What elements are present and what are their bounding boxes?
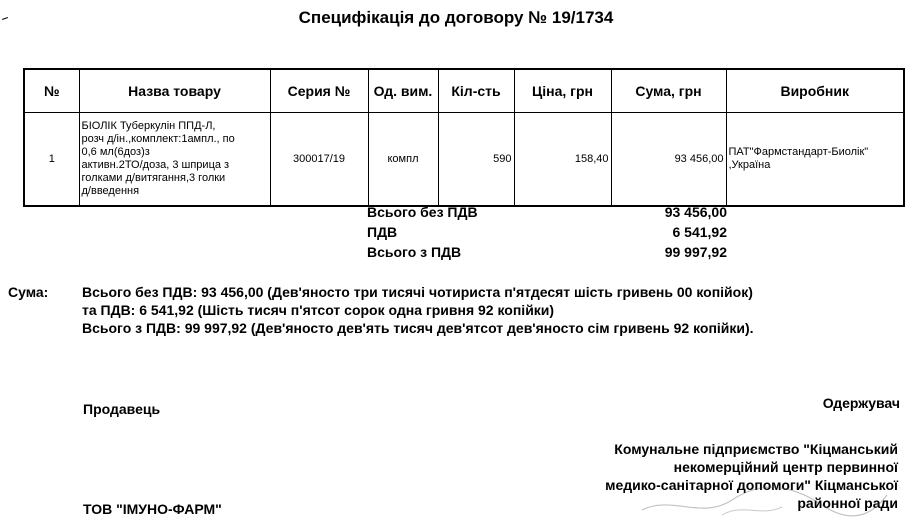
cell-price: 158,40 xyxy=(514,113,611,207)
col-header-series: Серия № xyxy=(270,69,368,113)
vat-row xyxy=(367,222,727,242)
total-without-vat-label: Всього без ПДВ xyxy=(367,204,478,220)
total-with-vat-row xyxy=(367,242,727,262)
col-header-quantity: Кіл-сть xyxy=(438,69,514,113)
product-name-line: активн.2ТО/доза, 3 шприца з xyxy=(81,159,230,171)
sum-line: Всього з ПДВ: 99 997,92 (Дев'яносто дев'ять тисяч дев'ятсот дев'яносто сім гривень 92 копійки). xyxy=(82,320,754,336)
manufacturer-line: ,Україна xyxy=(728,159,771,171)
col-header-product-name: Назва товару xyxy=(79,69,270,113)
receiver-org-line: Комунальне підприємство "Кіцманський xyxy=(614,441,898,457)
cell-manufacturer xyxy=(726,113,904,207)
receiver-org-line: некомерційний центр первинної xyxy=(673,459,898,475)
receiver-label: Одержувач xyxy=(822,395,900,411)
vat-value: 6 541,92 xyxy=(672,224,727,240)
receiver-org-line: районної ради xyxy=(797,495,898,511)
receiver-org-line: медико-санітарної допомоги" Кіцманської xyxy=(605,477,898,493)
product-name-line: голками д/витягання,3 голки xyxy=(81,172,226,184)
table-row xyxy=(24,113,904,207)
cell-sum: 93 456,00 xyxy=(611,113,726,207)
cell-series: 300017/19 xyxy=(270,113,368,207)
col-header-sum: Сума, грн xyxy=(611,69,726,113)
cell-unit: компл xyxy=(368,113,438,207)
total-without-vat-value: 93 456,00 xyxy=(664,204,727,220)
total-with-vat-value: 99 997,92 xyxy=(664,244,727,260)
col-header-number: № xyxy=(24,69,79,113)
cell-quantity: 590 xyxy=(438,113,514,207)
table-header-row xyxy=(24,69,904,113)
cell-number: 1 xyxy=(24,113,79,207)
vat-label: ПДВ xyxy=(367,224,398,240)
sum-lines xyxy=(82,283,754,337)
total-with-vat-label: Всього з ПДВ xyxy=(367,244,462,260)
document-title: Специфікація до договору № 19/1734 xyxy=(298,8,614,27)
signature-stamp-mark xyxy=(632,455,892,525)
col-header-unit: Од. вим. xyxy=(368,69,438,113)
product-name-line: 0,6 мл(6доз)з xyxy=(81,146,150,158)
product-name-line: БІОЛІК Туберкулін ППД-Л, xyxy=(81,120,216,132)
seller-label: Продавець xyxy=(83,401,161,417)
total-without-vat-row xyxy=(367,202,727,222)
sum-label: Сума: xyxy=(8,284,49,300)
specification-table xyxy=(23,68,905,207)
manufacturer-line: ПАТ"Фармстандарт-Биолік" xyxy=(728,146,869,158)
cell-product-name xyxy=(79,113,270,207)
sum-line: та ПДВ: 6 541,92 (Шість тисяч п'ятсот сорок одна гривня 92 копійки) xyxy=(82,302,555,318)
sum-line: Всього без ПДВ: 93 456,00 (Дев'яносто три тисячі чотириста п'ятдесят шість гривень 00 копійок) xyxy=(82,284,753,300)
seller-company: ТОВ "ІМУНО-ФАРМ" xyxy=(83,501,222,517)
totals-block xyxy=(367,202,727,262)
product-name-line: розч д/ін.,комплект:1ампл., по xyxy=(81,133,235,145)
col-header-price: Ціна, грн xyxy=(514,69,611,113)
product-name-line: д/введення xyxy=(81,185,140,197)
col-header-manufacturer: Виробник xyxy=(726,69,904,113)
